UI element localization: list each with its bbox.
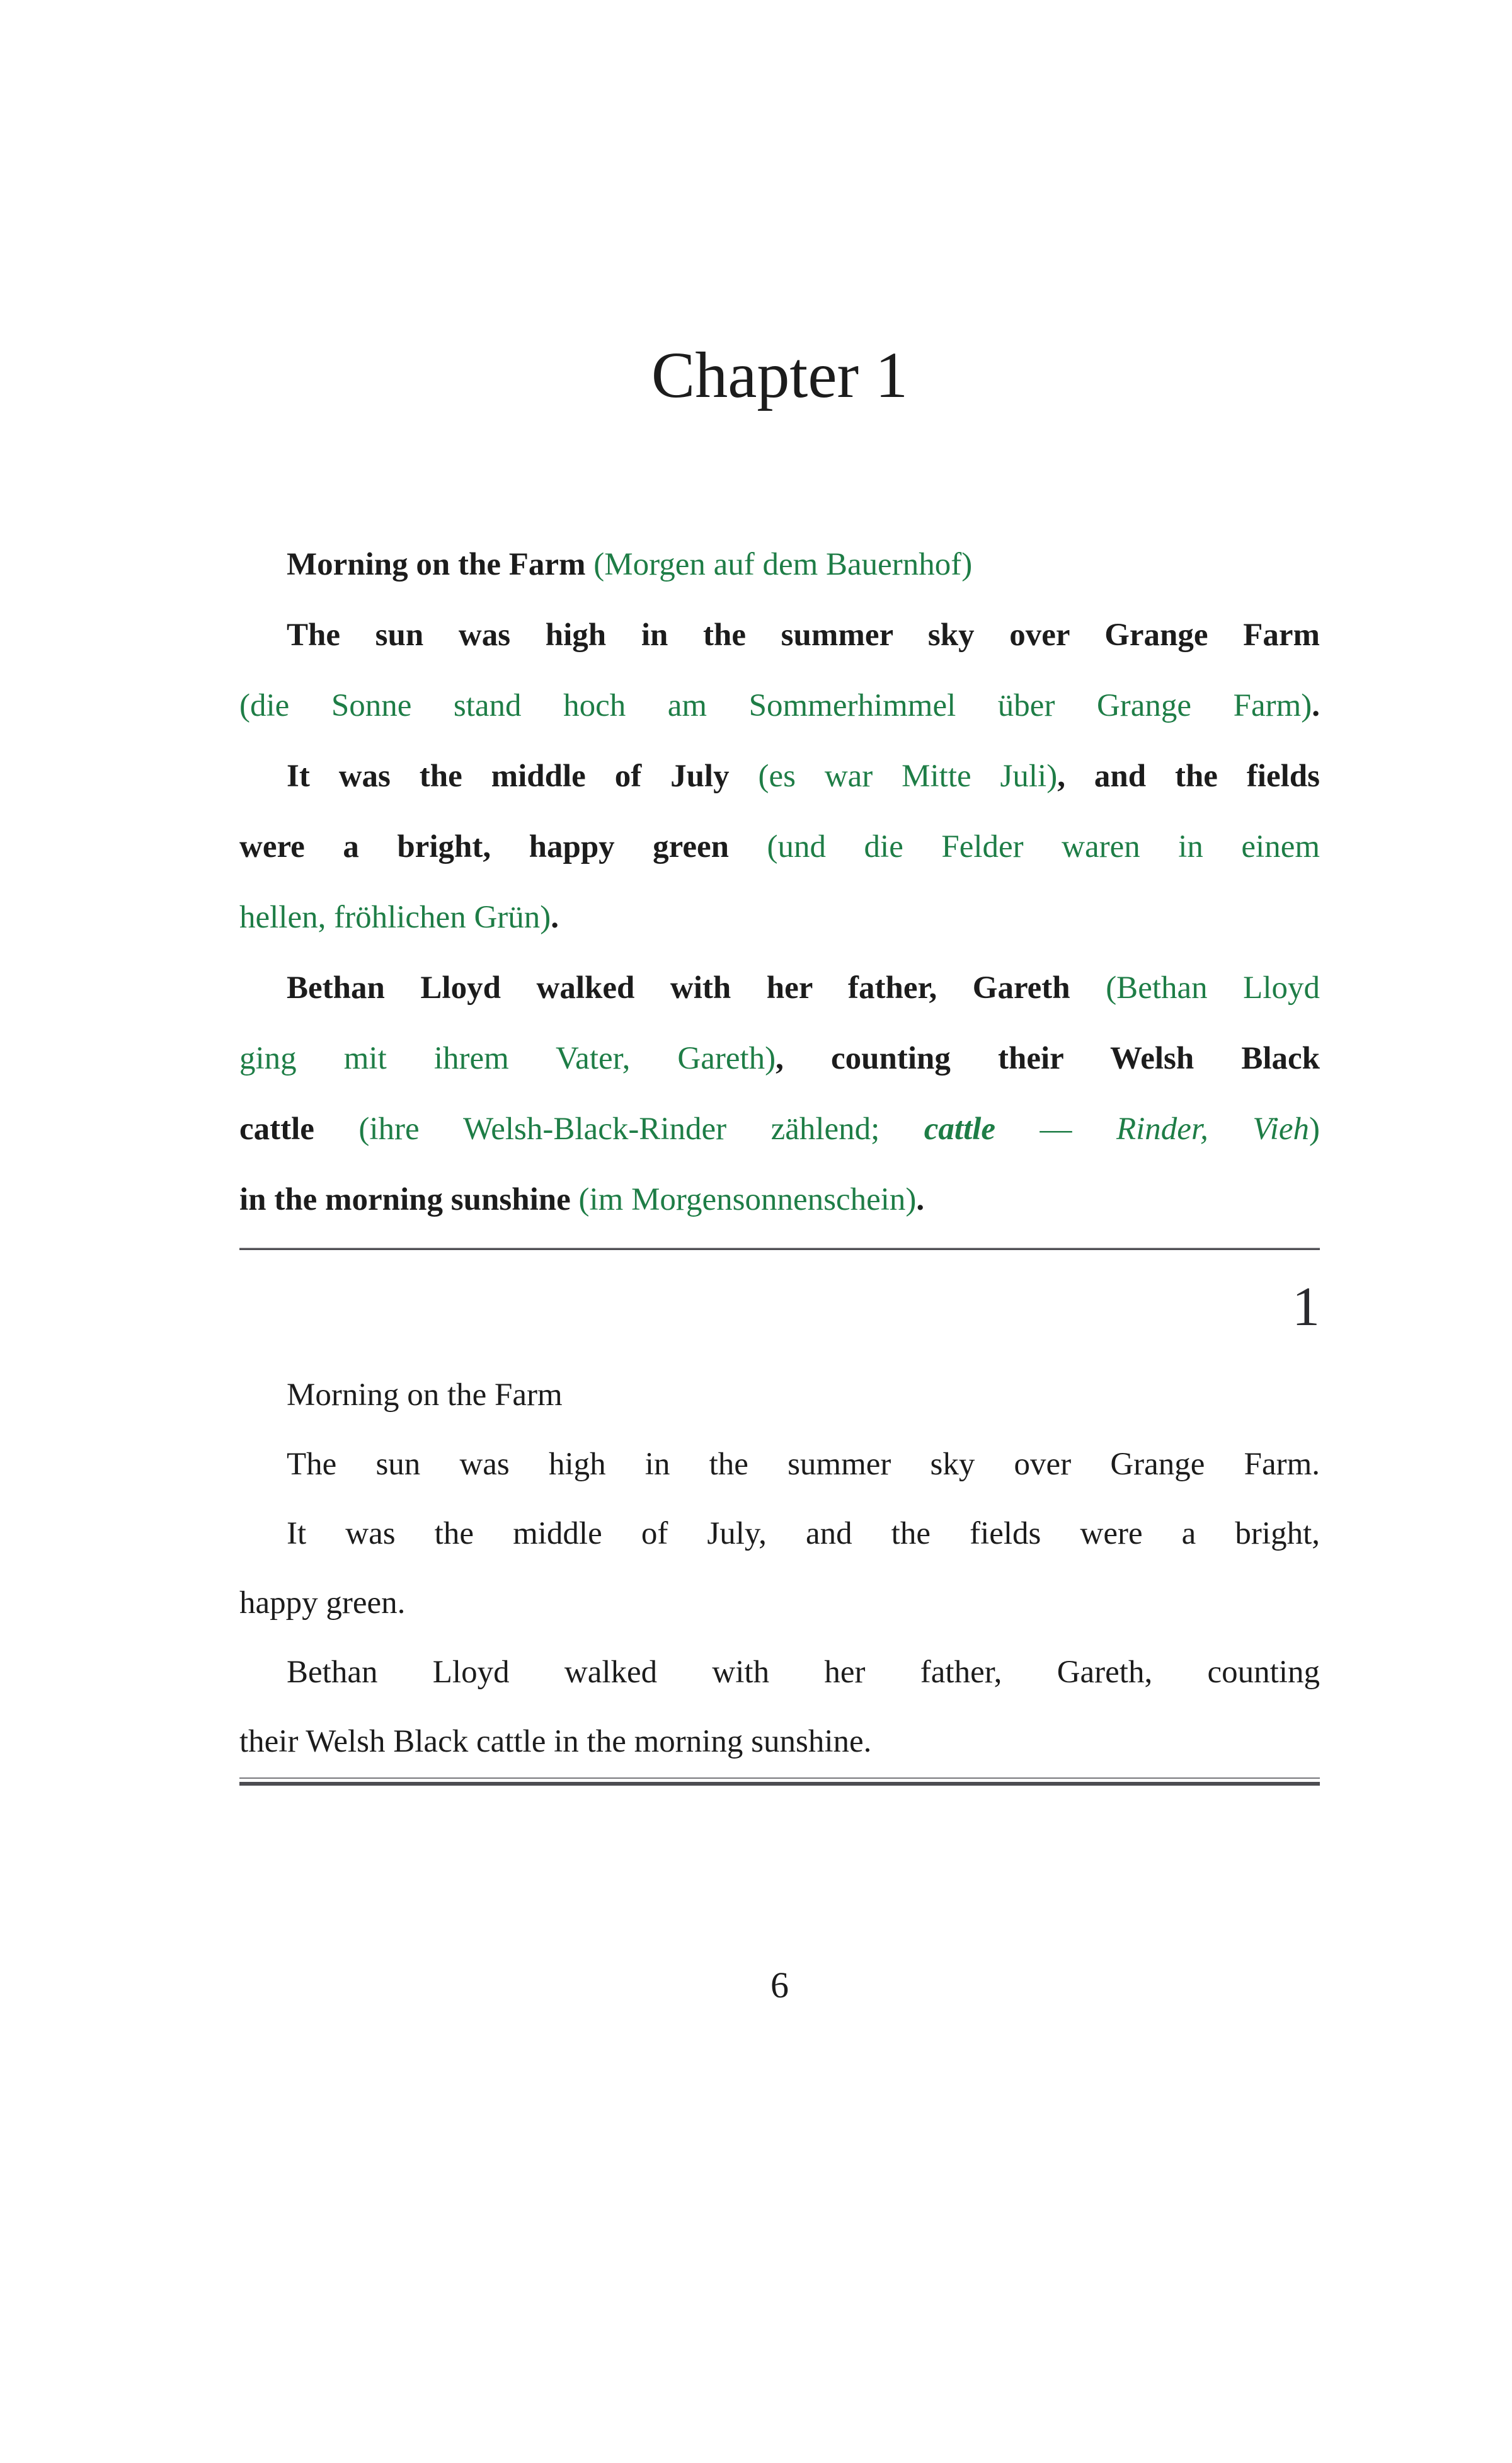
german-gloss-segment: (Morgen auf dem Bauernhof) — [593, 547, 973, 582]
glossed-word-italic: cattle — [924, 1111, 996, 1147]
section-divider-rule — [239, 1248, 1320, 1250]
text-line — [239, 600, 1320, 670]
german-gloss-segment: (im Morgensonnenschein) — [578, 1182, 917, 1217]
english-segment: . — [551, 900, 559, 935]
text-line — [239, 1499, 1320, 1568]
text-line — [239, 670, 1320, 741]
german-gloss-segment: hellen, fröhlichen Grün) — [239, 900, 551, 935]
text-line — [239, 1430, 1320, 1499]
chapter-title: Chapter 1 — [651, 339, 908, 411]
plain-text-segment: Bethan Lloyd walked with her father, Gareth, counting — [287, 1655, 1320, 1690]
text-line — [239, 1023, 1320, 1094]
text-line — [239, 812, 1320, 882]
german-gloss-segment: (und die Felder waren in einem — [767, 829, 1320, 864]
german-gloss-segment: ging mit ihrem Vater, Gareth) — [239, 1041, 776, 1076]
plain-text-segment: It was the middle of July, and the fields were a bright, — [287, 1516, 1320, 1551]
english-segment: It was the middle of July — [287, 759, 759, 794]
german-gloss-segment: (es war Mitte Juli) — [758, 759, 1058, 794]
english-segment: . — [916, 1182, 925, 1217]
text-line — [239, 1164, 1320, 1235]
plain-text-segment: The sun was high in the summer sky over Grange Farm. — [287, 1447, 1320, 1482]
text-line — [239, 1568, 1320, 1638]
gloss-dash: — — [995, 1111, 1116, 1147]
text-line — [239, 1360, 1320, 1430]
english-segment: Morning on the Farm — [287, 547, 594, 582]
english-segment: cattle — [239, 1111, 359, 1147]
german-gloss-segment: ) — [1309, 1111, 1320, 1147]
text-line — [239, 882, 1320, 953]
page-number: 6 — [770, 1965, 789, 2006]
english-segment: Bethan Lloyd walked with her father, Gareth — [287, 970, 1106, 1006]
section-number: 1 — [1292, 1277, 1320, 1338]
plain-text-segment: their Welsh Black cattle in the morning sunshine. — [239, 1724, 872, 1759]
text-line — [239, 741, 1320, 812]
german-gloss-italic: Rinder, Vieh — [1116, 1111, 1310, 1147]
english-segment: in the morning sunshine — [239, 1182, 579, 1217]
interlinear-section — [239, 529, 1320, 1235]
english-segment: . — [1312, 688, 1320, 723]
german-gloss-segment: (die Sonne stand hoch am Sommerhimmel über Grange Farm) — [239, 688, 1312, 723]
text-line — [239, 1094, 1320, 1164]
book-page — [239, 339, 1320, 2006]
footer-double-rule — [239, 1777, 1320, 1786]
text-line — [239, 1707, 1320, 1776]
text-line — [239, 529, 1320, 600]
text-line — [239, 953, 1320, 1023]
german-gloss-segment: (Bethan Lloyd — [1106, 970, 1320, 1006]
german-gloss-segment: (ihre Welsh-Black-Rinder zählend; — [358, 1111, 924, 1147]
english-segment: , and the fields — [1057, 759, 1320, 794]
english-segment: were a bright, happy green — [239, 829, 767, 864]
english-segment: The sun was high in the summer sky over Grange Farm — [287, 617, 1320, 653]
text-line — [239, 1638, 1320, 1707]
english-segment: , counting their Welsh Black — [776, 1041, 1320, 1076]
plain-text-segment: Morning on the Farm — [287, 1377, 563, 1413]
plain-text-segment: happy green. — [239, 1585, 406, 1621]
plain-text-section — [239, 1360, 1320, 1776]
